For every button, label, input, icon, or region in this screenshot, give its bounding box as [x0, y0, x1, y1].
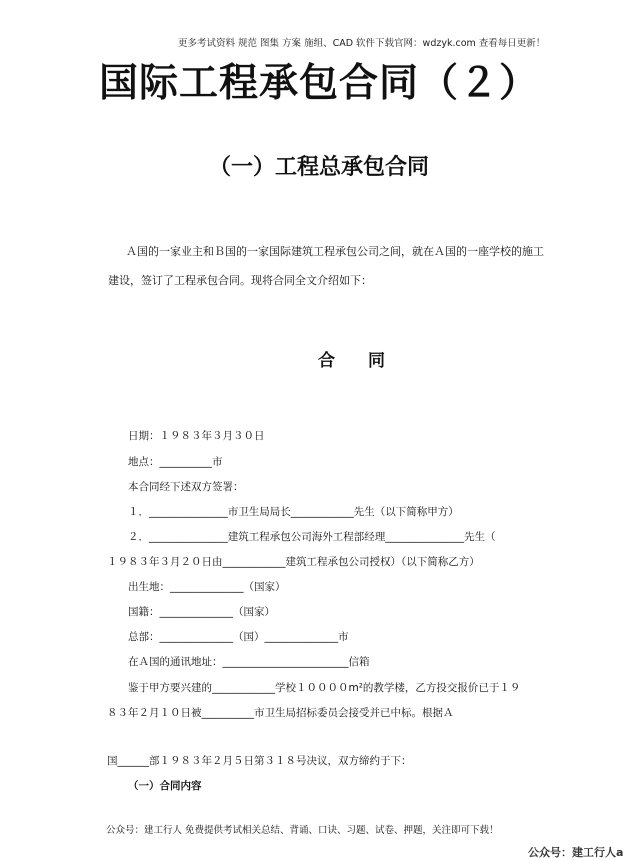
- clause-line-c: 国______部１９８３年２月５日第３１８号决议，双方缔约于下：: [107, 755, 412, 767]
- party-1: １．_______________市卫生局局长____________先生（以下简称甲方）: [128, 506, 459, 518]
- document-title: 国际工程承包合同（２）: [98, 60, 539, 106]
- contract-date: 日期：１９８３年３月３０日: [128, 430, 265, 442]
- nationality: 国籍：______________（国家）: [128, 606, 275, 618]
- subsection-heading: （一）合同内容: [128, 780, 202, 792]
- contract-heading: 合 同: [318, 351, 393, 371]
- header-note: 更多考试资料 规范 图集 方案 施组、CAD 软件下载官网：wdzyk.com 查看每日更新！: [178, 38, 546, 49]
- footer-note: 公众号：建工行人 免费提供考试相关总结、背诵、口诀、习题、试卷、押题，关注即可下载！: [106, 825, 499, 836]
- clause-line-a: 鉴于甲方要兴建的____________学校１００００m²的教学楼，乙方投交报价已于１９: [128, 682, 521, 694]
- section-title: （一）工程总承包合同: [208, 154, 429, 180]
- intro-line-2: 建设，签订了工程承包合同。现将合同全文介绍如下：: [108, 274, 372, 287]
- headquarters: 总部：______________（国）______________市: [128, 631, 349, 643]
- party-2-line-a: ２．_______________建筑工程承包公司海外工程部经理_______________先生（: [128, 531, 496, 543]
- parties-intro: 本合同经下述双方签署：: [128, 481, 244, 493]
- birthplace: 出生地：______________（国家）: [128, 581, 286, 593]
- intro-line-1: Ａ国的一家业主和Ｂ国的一家国际建筑工程承包公司之间，就在Ａ国的一座学校的施工: [126, 245, 544, 258]
- mailing-address: 在Ａ国的通讯地址：________________________信箱: [128, 656, 370, 668]
- clause-line-b: ８３年２月１０日被__________市卫生局招标委员会接受并已中标。根据Ａ: [107, 707, 454, 719]
- party-2-line-b: １９８３年３月２０日由____________建筑工程承包公司授权）（以下简称乙方）: [107, 556, 480, 568]
- watermark: 公众号：建工行人a: [528, 846, 624, 859]
- contract-place: 地点：__________市: [128, 456, 223, 468]
